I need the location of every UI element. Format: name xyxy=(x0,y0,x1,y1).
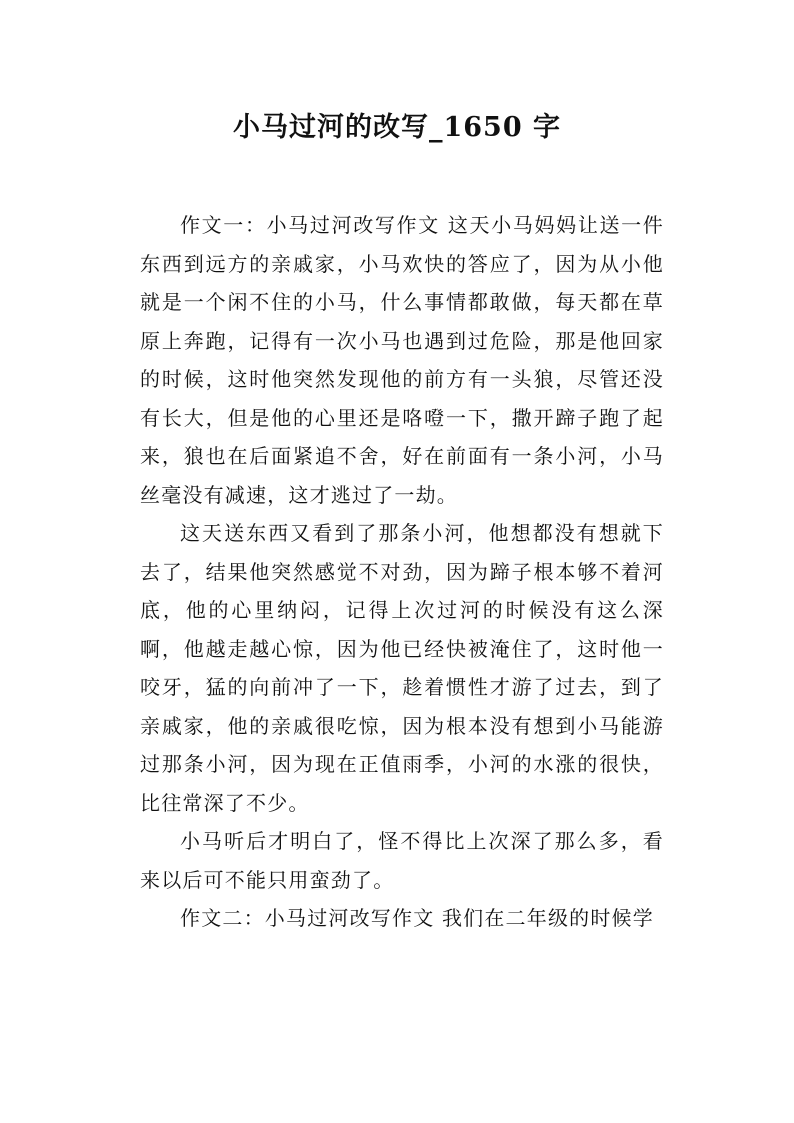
paragraph: 小马听后才明白了，怪不得比上次深了那么多，看来以后可不能只用蛮劲了。 xyxy=(140,829,664,892)
paragraph: 作文二：小马过河改写作文 我们在二年级的时候学 xyxy=(180,906,654,930)
document-body xyxy=(140,206,664,938)
document-title: 小马过河的改写_1650 字 xyxy=(232,112,562,143)
paragraph: 作文一：小马过河改写作文 这天小马妈妈让送一件东西到远方的亲戚家，小马欢快的答应了，因为从小他就是一个闲不住的小马，什么事情都敢做，每天都在草原上奔跑，记得有一次小马也遇到过危险，那是他回家的时候，这时他突然发现他的前方有一头狼，尽管还没有长大，但是他的心里还是咯噔一下，撒开蹄子跑了起来，狼也在后面紧追不舍，好在前面有一条小河，小马丝毫没有减速，这才逃过了一劫。 xyxy=(140,213,664,507)
paragraph: 这天送东西又看到了那条小河，他想都没有想就下去了，结果他突然感觉不对劲，因为蹄子根本够不着河底，他的心里纳闷，记得上次过河的时候没有这么深啊，他越走越心惊，因为他已经快被淹住了，这时他一咬牙，猛的向前冲了一下，趁着惯性才游了过去，到了亲戚家，他的亲戚很吃惊，因为根本没有想到小马能游过那条小河，因为现在正值雨季，小河的水涨的很快，比往常深了不少。 xyxy=(140,521,664,815)
